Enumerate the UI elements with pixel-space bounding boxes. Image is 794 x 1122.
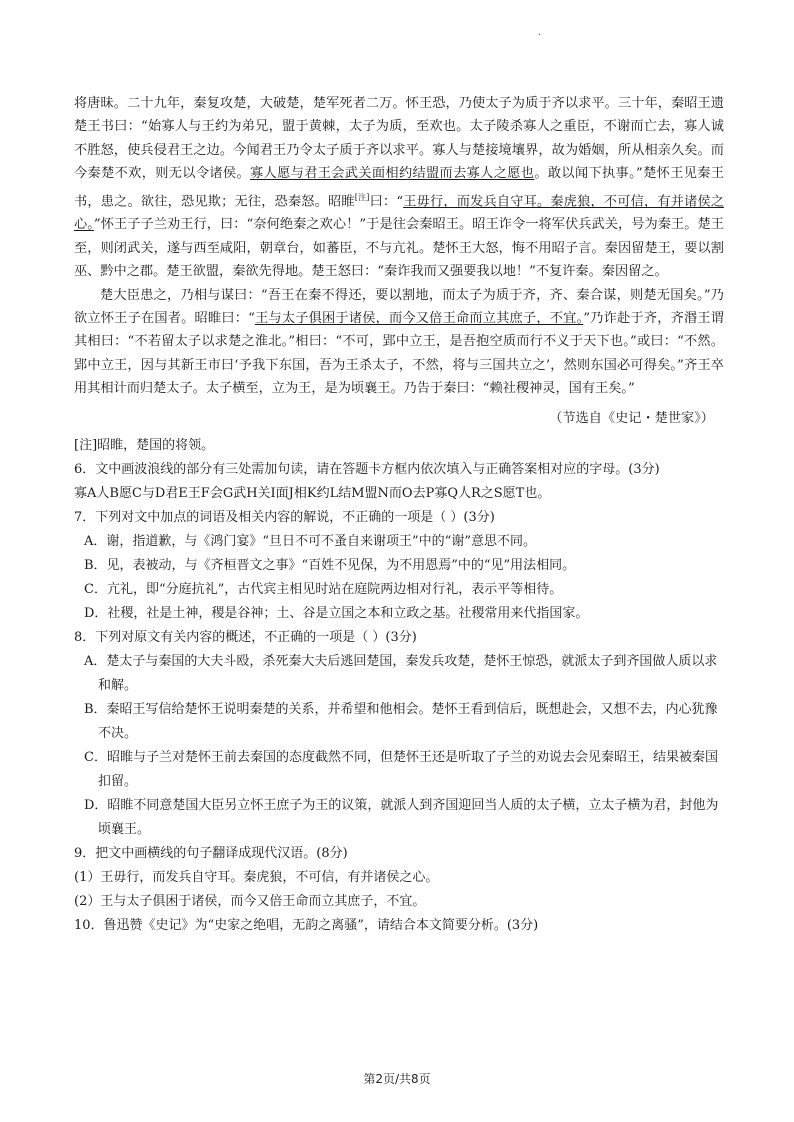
question-8-option-b: B．秦昭王写信给楚怀王说明秦楚的关系，并希望和他相会。楚怀王看到信后，既想赴会，又想不去，内心犹豫不决。: [84, 701, 718, 741]
question-10-stem: 10．鲁迅赞《史记》为“史家之绝唱，无韵之离骚”，请结合本文简要分析。(3分): [74, 917, 539, 933]
question-6-stem: 6．文中画波浪线的部分有三处需加句读，请在答题卡方框内依次填入与正确答案相对应的字母。(3分): [74, 461, 660, 477]
question-7-option-c: C．亢礼，即“分庭抗礼”，古代宾主相见时站在庭院两边相对行礼，表示平等相待。: [84, 581, 563, 597]
underlined-sentence: 寡人愿与君王会武关面相约结盟而去寡人之愿也: [250, 166, 535, 182]
footnote-marker: [注]: [354, 192, 370, 202]
question-9-item-1: (1）王毋行，而发兵自守耳。秦虎狼，不可信，有并诸侯之心。: [74, 869, 439, 885]
question-8-option-c: C．昭睢与子兰对楚怀王前去秦国的态度截然不同，但楚怀王还是听取了子兰的劝说去会见秦昭王，结果被秦国扣留。: [84, 749, 718, 789]
question-9-stem: 9．把文中画横线的句子翻译成现代汉语。(8分): [74, 845, 348, 861]
passage-text: 曰：“: [369, 194, 404, 210]
passage-source: （节选自《史记・楚世家》）: [549, 410, 714, 426]
question-7-stem: 7．下列对文中加点的词语及相关内容的解说，不正确的一项是（ ）(3分): [74, 509, 495, 525]
passage-text: 楚大臣患之，乃相与谋曰：“吾王在秦不得还，要以割地，而太子为质于齐，齐、秦合谋，则楚无国矣。”乃欲立怀王子在国者。昭睢曰：“: [74, 287, 724, 327]
underlined-sentence: 王与太子俱困于诸侯，而今又倍王命而立其庶子，不宜。: [254, 311, 584, 327]
question-8-option-d: D．昭睢不同意楚国大臣另立怀王庶子为王的议策，就派人到齐国迎回当人质的太子横，立太子横为君，封他为顷襄王。: [84, 797, 719, 837]
passage-text: 将唐昧。二十九年，秦复攻楚，大破楚，楚军死者二万。怀王恐，乃使太子为质于齐以求平。三十年，秦昭王遗楚王书曰：“始寡人与王约为弟兄，盟于黄棘，太子为质，至欢也。太子陵杀寡人之重臣，不谢而亡去，寡人诚不胜怒，使兵侵君王之边。今闻君王乃令太子质于齐以求平。寡人与楚接境壤界，故为婚姻，所从相亲久矣。而今秦楚不欢，则无以令诸侯。: [74, 96, 724, 182]
passage-text: 。敢以闻下执事。”楚怀王见秦王书，患之。欲往，恐见欺；无往，恐秦怒。昭睢: [74, 166, 725, 210]
question-6-sentence: 寡A人B愿C与D君E王F会G武H关I面J相K约L结M盟N而O去P寡Q人R之S愿T也。: [74, 485, 551, 501]
question-7: [74, 506, 724, 626]
underlined-sentence: 王毋行，而发兵自守耳。秦虎狼，不可信，有并诸侯之心。: [74, 194, 725, 233]
question-9: [74, 842, 724, 914]
passage-text: ”怀王子子兰劝王行，曰：“奈何绝秦之欢心！”于是往会秦昭王。昭王诈令一将军伏兵武关，号为秦王。楚王至，则闭武关，遂与西至咸阳，朝章台，如蕃臣，不与亢礼。楚怀王大怒，悔不用昭子言。秦因留楚王，要以割巫、黔中之郡。楚王欲盟，秦欲先得地。楚王怒曰：“秦诈我而又强要我以地！”不复许秦。秦因留之。: [74, 217, 724, 280]
question-7-option-b: B．见，表被动，与《齐桓晋文之事》“百姓不见保，为不用恩焉”中的“见”用法相同。: [84, 557, 576, 573]
question-8-stem: 8．下列对原文有关内容的概述，不正确的一项是（ ）(3分): [74, 629, 417, 645]
question-6: [74, 458, 724, 506]
corner-mark: ·: [538, 30, 542, 41]
passage-paragraph-1: [74, 92, 724, 284]
question-8: [74, 626, 724, 842]
question-8-option-a: A．楚太子与秦国的大夫斗殴，杀死秦大夫后逃回楚国，秦发兵攻楚，楚怀王惊恐，就派太子到齐国做人质以求和解。: [84, 653, 718, 693]
page-content: [74, 92, 724, 938]
page-number: 第2页/共8页: [363, 1072, 431, 1086]
annotation-note: [注]昭睢，楚国的将领。: [74, 437, 215, 453]
passage-paragraph-2: [74, 284, 724, 401]
question-10: [74, 914, 724, 938]
question-7-option-a: A．谢，指道歉，与《鸿门宴》“旦日不可不蚤自来谢项王”中的“谢”意思不同。: [84, 533, 536, 549]
question-7-option-d: D．社稷，社是土神，稷是谷神；土、谷是立国之本和立政之基。社稷常用来代指国家。: [84, 605, 589, 621]
passage-text: ”乃诈赴于齐，齐湣王谓其相曰：“不若留太子以求楚之淮北。”相曰：“不可，郢中立王，是吾抱空质而行不义于天下也。”或曰：“不然。郢中立王，因与其新王市曰‘予我下东国，吾为王杀太子，不然，将与三国共立之’，然则东国必可得矣。”齐王卒用其相计而归楚太子。太子横至，立为王，是为顷襄王。乃告于秦曰：“赖社稷神灵，国有王矣。”: [74, 311, 724, 397]
question-9-item-2: (2）王与太子俱困于诸侯，而今又倍王命而立其庶子，不宜。: [74, 893, 426, 909]
